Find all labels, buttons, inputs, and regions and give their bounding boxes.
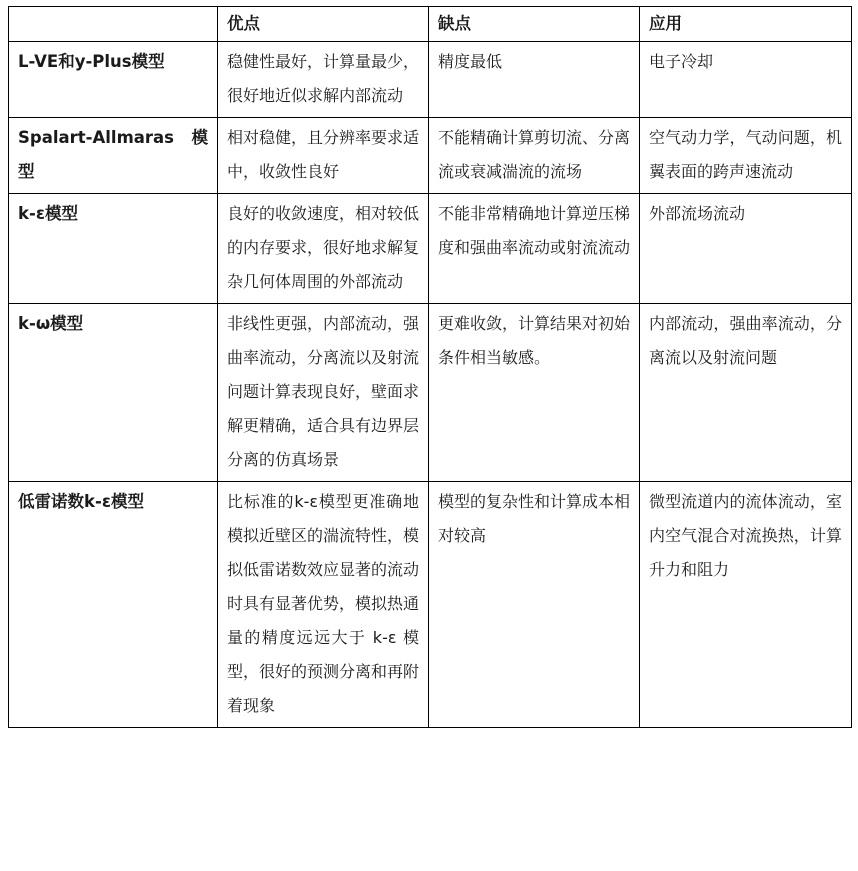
header-cell-applications: 应用	[640, 7, 852, 42]
applications-cell: 空气动力学，气动问题，机翼表面的跨声速流动	[640, 118, 852, 194]
header-cell-advantages: 优点	[218, 7, 429, 42]
table-row	[9, 194, 852, 304]
disadvantages-cell: 不能非常精确地计算逆压梯度和强曲率流动或射流流动	[429, 194, 640, 304]
advantages-cell: 稳健性最好，计算量最少，很好地近似求解内部流动	[218, 42, 429, 118]
advantages-cell: 相对稳健，且分辨率要求适中，收敛性良好	[218, 118, 429, 194]
model-name-cell: 低雷诺数k-ε模型	[9, 482, 218, 728]
table-row	[9, 482, 852, 728]
disadvantages-cell: 不能精确计算剪切流、分离流或衰减湍流的流场	[429, 118, 640, 194]
advantages-cell: 比标准的k-ε模型更准确地模拟近壁区的湍流特性，模拟低雷诺数效应显著的流动时具有显著优势，模拟热通量的精度远远大于 k-ε 模型，很好的预测分离和再附着现象	[218, 482, 429, 728]
model-name-cell: k-ω模型	[9, 304, 218, 482]
header-cell-model	[9, 7, 218, 42]
header-cell-disadvantages: 缺点	[429, 7, 640, 42]
applications-cell: 微型流道内的流体流动，室内空气混合对流换热，计算升力和阻力	[640, 482, 852, 728]
table-header-row	[9, 7, 852, 42]
model-name-cell: k-ε模型	[9, 194, 218, 304]
applications-cell: 外部流场流动	[640, 194, 852, 304]
table-row	[9, 42, 852, 118]
disadvantages-cell: 精度最低	[429, 42, 640, 118]
turbulence-model-comparison-table	[8, 6, 852, 728]
advantages-cell: 非线性更强，内部流动，强曲率流动，分离流以及射流问题计算表现良好，壁面求解更精确，适合具有边界层分离的仿真场景	[218, 304, 429, 482]
table-row	[9, 304, 852, 482]
disadvantages-cell: 模型的复杂性和计算成本相对较高	[429, 482, 640, 728]
applications-cell: 内部流动，强曲率流动，分离流以及射流问题	[640, 304, 852, 482]
disadvantages-cell: 更难收敛，计算结果对初始条件相当敏感。	[429, 304, 640, 482]
advantages-cell: 良好的收敛速度，相对较低的内存要求，很好地求解复杂几何体周围的外部流动	[218, 194, 429, 304]
model-name-cell: L-VE和y-Plus模型	[9, 42, 218, 118]
table-row	[9, 118, 852, 194]
applications-cell: 电子冷却	[640, 42, 852, 118]
model-name-cell: Spalart-Allmaras 模型	[9, 118, 218, 194]
